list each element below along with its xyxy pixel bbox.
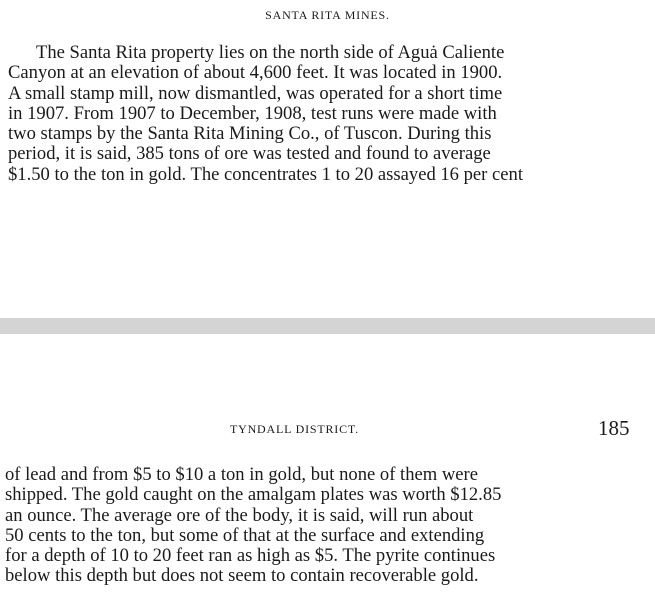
text-line: an ounce. The average ore of the body, it is said, will run about	[5, 504, 474, 526]
text-line: shipped. The gold caught on the amalgam plates was worth $12.85	[5, 484, 502, 506]
page-divider	[0, 318, 655, 334]
running-head-top: SANTA RITA MINES.	[265, 8, 390, 22]
bottom-page	[0, 334, 655, 616]
text-line: $1.50 to the ton in gold. The concentrates 1 to 20 assayed 16 per cent	[8, 163, 523, 185]
paragraph-top	[8, 43, 523, 185]
text-line: 50 cents to the ton, but some of that at the surface and extending	[5, 524, 485, 546]
text-line: for a depth of 10 to 20 feet ran as high as $5. The pyrite continues	[5, 545, 496, 567]
text-line: Canyon at an elevation of about 4,600 feet. It was located in 1900.	[8, 62, 503, 84]
text-line: below this depth but does not seem to contain recoverable gold.	[5, 565, 479, 587]
text-line: A small stamp mill, now dismantled, was operated for a short time	[8, 82, 503, 104]
text-line: of lead and from $5 to $10 a ton in gold, but none of them were	[5, 464, 478, 485]
paragraph-bottom	[5, 465, 501, 587]
running-head-bottom: TYNDALL DISTRICT.	[230, 422, 359, 436]
text-line: in 1907. From 1907 to December, 1908, test runs were made with	[8, 102, 497, 124]
text-line: period, it is said, 385 tons of ore was tested and found to average	[8, 143, 491, 165]
text-line: two stamps by the Santa Rita Mining Co., of Tuscon. During this	[8, 123, 492, 145]
text-line: The Santa Rita property lies on the north side of Aguȧ Caliente	[36, 42, 505, 63]
page-number: 185	[598, 416, 630, 440]
